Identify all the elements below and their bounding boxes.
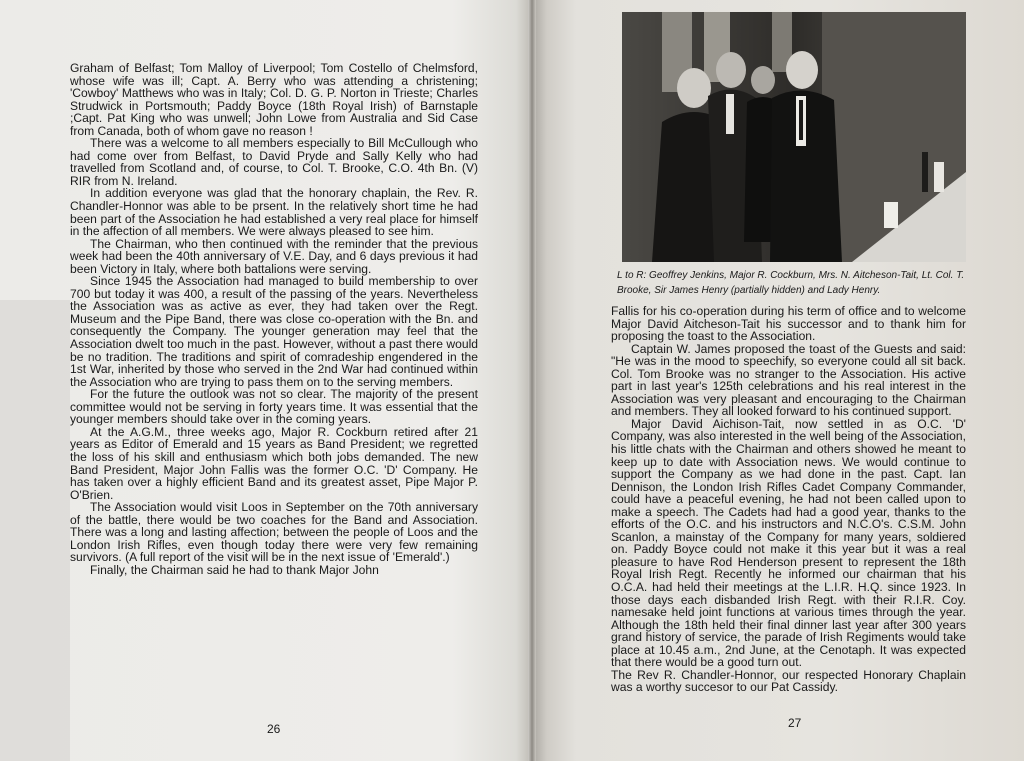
paragraph: For the future the outlook was not so clear. The majority of the present committee would not be serving in forty years time. It was essential that the younger members should take over in the coming years. [70,387,478,427]
right-page-text [611,305,966,694]
book-gutter [528,0,536,761]
paragraph: At the A.G.M., three weeks ago, Major R. Cockburn retired after 21 years as Editor of Emerald and 15 years as Band President; we regretted the loss of his skill and enthusiasm which both jobs demanded. The new Band President, Major John Fallis was the former O.C. 'D' Company. He has taken over a highly efficient Band and its greatest asset, Pipe Major P. O'Brien. [70,424,478,502]
paragraph: Captain W. James proposed the toast of the Guests and said: "He was in the mood to speechify, so everyone could all sit back. Col. Tom Brooke was no stranger to the Association. His active part in last year's 125th celebrations and his real interest in the Association was very pleasant and encouraging to the Chairman and members. They all looked forward to his continued support. [611,341,966,419]
paragraph: Major David Aichison-Tait, now settled in as O.C. 'D' Company, was also interested in the well being of the Association, his little chats with the Chairman and others showed he meant to keep up to date with Association news. We would continue to support the Company as we had done in the past. Capt. Ian Dennison, the London Irish Rifles Cadet Company Commander, could have a peaceful evening, he had not been called upon to make a speech. The Cadets had had a good year, thanks to the efforts of the O.C. and his instructors and N.C.O's. C.S.M. John Scanlon, a mainstay of the Company for many years, soldiered on. Paddy Boyce could not make it this year but it was a real pleasure to have Rod Henderson present to represent the 18th Royal Irish Regt. Recently he informed our chairman that his O.C.A. had held their meetings at the L.I.R. H.Q. since 1923. In those days each disbanded Irish Regt. with their R.I.R. Coy. namesake held joint functions at various times through the year. Although the 18th held their final dinner last year after 300 years grand history of service, the parade of Irish Regiments would take place at 10.45 a.m., 2nd June, at the Cenotaph. It was expected that there would be a good turn out. [611,416,966,670]
paragraph: Fallis for his co-operation during his term of office and to welcome Major David Aitcheson-Tait his successor and to thank him for proposing the toast to the Association. [611,304,966,344]
paragraph: The Chairman, who then continued with the reminder that the previous week had been the 40th anniversary of V.E. Day, and 6 days previous it had been Victory in Italy, where both battalions were serving. [70,236,478,276]
paragraph: Since 1945 the Association had managed to build membership to over 700 but today it was 400, a result of the passing of the years. Nevertheless the Association was as active as ever, they had taken over the Regt. Museum and the Pipe Band, there was close co-operation with the Bn. and consequently the Company. The younger generation may feel that the Association dwelt too much in the past. However, without a past there would be no tradition. The traditions and spirit of comradeship engendered in the 1st War, inherited by those who served in the 2nd War had continued within the Association who are trying to pass them on to the serving members. [70,274,478,389]
paragraph: Finally, the Chairman said he had to thank Major John [90,562,379,577]
left-page-text [70,62,478,576]
paragraph: Graham of Belfast; Tom Malloy of Liverpool; Tom Costello of Chelmsford, whose wife was ill; Capt. A. Berry who was attending a christening; 'Cowboy' Matthews who was in Italy; Col. D. G. P. Norton in Trieste; Charles Strudwick in Portsmouth; Paddy Boyce (18th Royal Irish) of Barnstaple ;Capt. Pat King who was unwell; John Lowe from Australia and Sid Case from Canada, both of whom gave no reason ! [70,61,478,138]
photo-image [622,12,966,262]
group-photo [622,12,966,262]
paragraph: The Association would visit Loos in September on the 70th anniversary of the battle, there would be two coaches for the Band and Association. There was a long and lasting affection; between the people of Loos and the London Irish Rifles, even though today there were very few remaining survivors. (A full report of the visit will be in the next issue of 'Emerald'.) [70,500,478,565]
page-number: 27 [788,716,802,730]
paragraph: There was a welcome to all members especially to Bill McCullough who had come over from Belfast, to David Pryde and Sally Kelly who had travelled from Scotland and, of course, to Col. T. Brooke, C.O. 4th Bn. (V) RIR from N. Ireland. [70,136,478,188]
paragraph: The Rev R. Chandler-Honnor, our respected Honorary Chaplain was a worthy succesor to our Pat Cassidy. [611,667,966,695]
page-number: 26 [267,722,281,736]
page-shadow [0,300,70,761]
photo-caption: L to R: Geoffrey Jenkins, Major R. Cockburn, Mrs. N. Aitcheson-Tait, Lt. Col. T. Brooke, Sir James Henry (partially hidden) and Lady Henry. [617,270,965,296]
paragraph: In addition everyone was glad that the honorary chaplain, the Rev. R. Chandler-Honnor was able to be prsent. In the relatively short time he had been part of the Association he had established a very real place for himself in the affection of all members. We were always pleased to see him. [70,186,478,239]
